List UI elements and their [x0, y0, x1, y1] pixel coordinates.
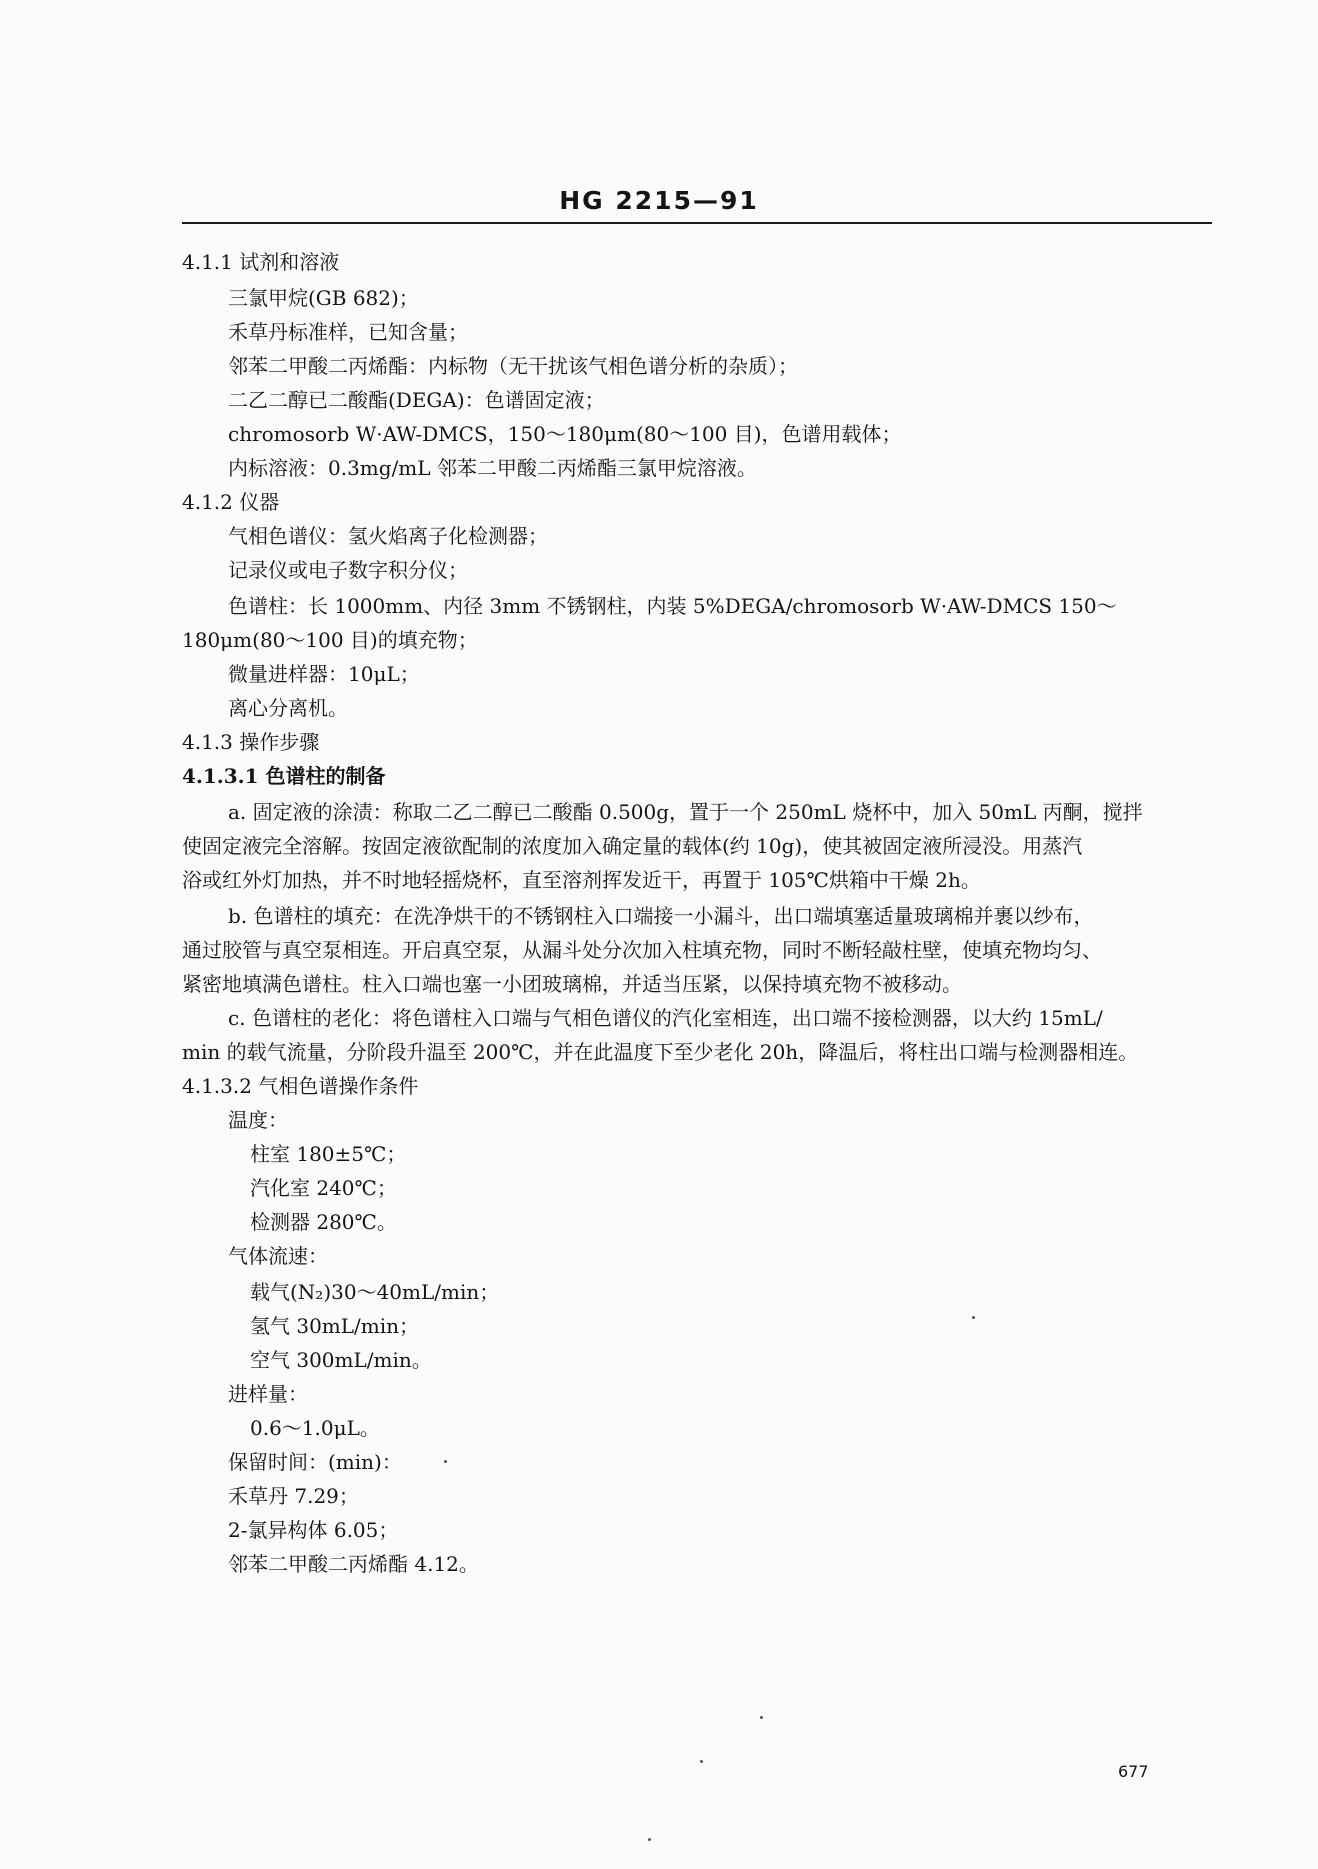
- header-rule: [182, 222, 1212, 224]
- retention-item: 邻苯二甲酸二丙烯酯 4.12。: [228, 1552, 479, 1576]
- gas-flow-item: 氢气 30mL/min；: [250, 1314, 420, 1338]
- temperature-item: 汽化室 240℃；: [250, 1176, 397, 1200]
- scan-speck: [700, 1760, 703, 1763]
- paragraph-a-line: 浴或红外灯加热，并不时地轻摇烧杯，直至溶剂挥发近干，再置于 105℃烘箱中干燥 2h。: [182, 868, 981, 892]
- retention-item: 禾草丹 7.29；: [228, 1484, 359, 1508]
- instrument-line: 色谱柱：长 1000mm、内径 3mm 不锈钢柱，内装 5%DEGA/chromosorb W·AW-DMCS 150～: [228, 594, 1117, 618]
- temperature-item: 检测器 280℃。: [250, 1210, 397, 1234]
- scan-speck: [648, 1838, 651, 1841]
- paragraph-a-line: a. 固定液的涂渍：称取二乙二醇已二酸酯 0.500g，置于一个 250mL 烧杯中，加入 50mL 丙酮，搅拌: [228, 800, 1143, 824]
- instrument-line: 记录仪或电子数字积分仪；: [228, 558, 468, 582]
- instrument-line: 微量进样器：10μL；: [228, 662, 420, 686]
- instrument-line: 离心分离机。: [228, 696, 348, 720]
- paragraph-a-line: 使固定液完全溶解。按固定液欲配制的浓度加入确定量的载体(约 10g)，使其被固定液所浸没。用蒸汽: [182, 834, 1083, 858]
- document-id: HG 2215—91: [559, 186, 759, 215]
- injection-value: 0.6～1.0μL。: [250, 1416, 380, 1440]
- retention-item: 2-氯异构体 6.05；: [228, 1518, 399, 1542]
- paragraph-b-line: 通过胶管与真空泵相连。开启真空泵，从漏斗处分次加入柱填充物，同时不断轻敲柱壁，使填充物均匀、: [182, 938, 1102, 962]
- gas-flow-label: 气体流速：: [228, 1244, 328, 1268]
- temperature-label: 温度：: [228, 1108, 288, 1132]
- retention-label: 保留时间：(min)：: [228, 1450, 402, 1474]
- scan-speck: [760, 1716, 763, 1719]
- scan-speck: [972, 1316, 975, 1319]
- section-heading-4-1-1: 4.1.1 试剂和溶液: [182, 250, 340, 274]
- reagent-line: 禾草丹标准样，已知含量；: [228, 320, 468, 344]
- gas-flow-item: 载气(N₂)30～40mL/min；: [250, 1280, 500, 1304]
- section-heading-4-1-3: 4.1.3 操作步骤: [182, 730, 320, 754]
- paragraph-c-line: min 的载气流量，分阶段升温至 200℃，并在此温度下至少老化 20h，降温后，将柱出口端与检测器相连。: [182, 1040, 1139, 1064]
- page-number: 677: [1118, 1762, 1149, 1781]
- gas-flow-item: 空气 300mL/min。: [250, 1348, 432, 1372]
- reagent-line: 三氯甲烷(GB 682)；: [228, 286, 419, 310]
- temperature-item: 柱室 180±5℃；: [250, 1142, 407, 1166]
- reagent-line: chromosorb W·AW-DMCS，150～180μm(80～100 目)，色谱用载体；: [228, 422, 902, 446]
- section-heading-4-1-3-2: 4.1.3.2 气相色谱操作条件: [182, 1074, 419, 1098]
- reagent-line: 内标溶液：0.3mg/mL 邻苯二甲酸二丙烯酯三氯甲烷溶液。: [228, 456, 757, 480]
- instrument-line: 气相色谱仪：氢火焰离子化检测器；: [228, 524, 548, 548]
- section-heading-4-1-2: 4.1.2 仪器: [182, 490, 280, 514]
- instrument-line: 180μm(80～100 目)的填充物；: [182, 628, 478, 652]
- reagent-line: 二乙二醇已二酸酯(DEGA)：色谱固定液；: [228, 388, 605, 412]
- paragraph-b-line: b. 色谱柱的填充：在洗净烘干的不锈钢柱入口端接一小漏斗，出口端填塞适量玻璃棉并裹以纱布，: [228, 904, 1094, 928]
- reagent-line: 邻苯二甲酸二丙烯酯：内标物（无干扰该气相色谱分析的杂质）；: [228, 354, 798, 378]
- paragraph-c-line: c. 色谱柱的老化：将色谱柱入口端与气相色谱仪的汽化室相连，出口端不接检测器，以大约 15mL/: [228, 1006, 1103, 1030]
- section-heading-4-1-3-1: 4.1.3.1 色谱柱的制备: [182, 764, 386, 788]
- scan-speck: [444, 1460, 447, 1463]
- injection-label: 进样量：: [228, 1382, 308, 1406]
- paragraph-b-line: 紧密地填满色谱柱。柱入口端也塞一小团玻璃棉，并适当压紧，以保持填充物不被移动。: [182, 972, 962, 996]
